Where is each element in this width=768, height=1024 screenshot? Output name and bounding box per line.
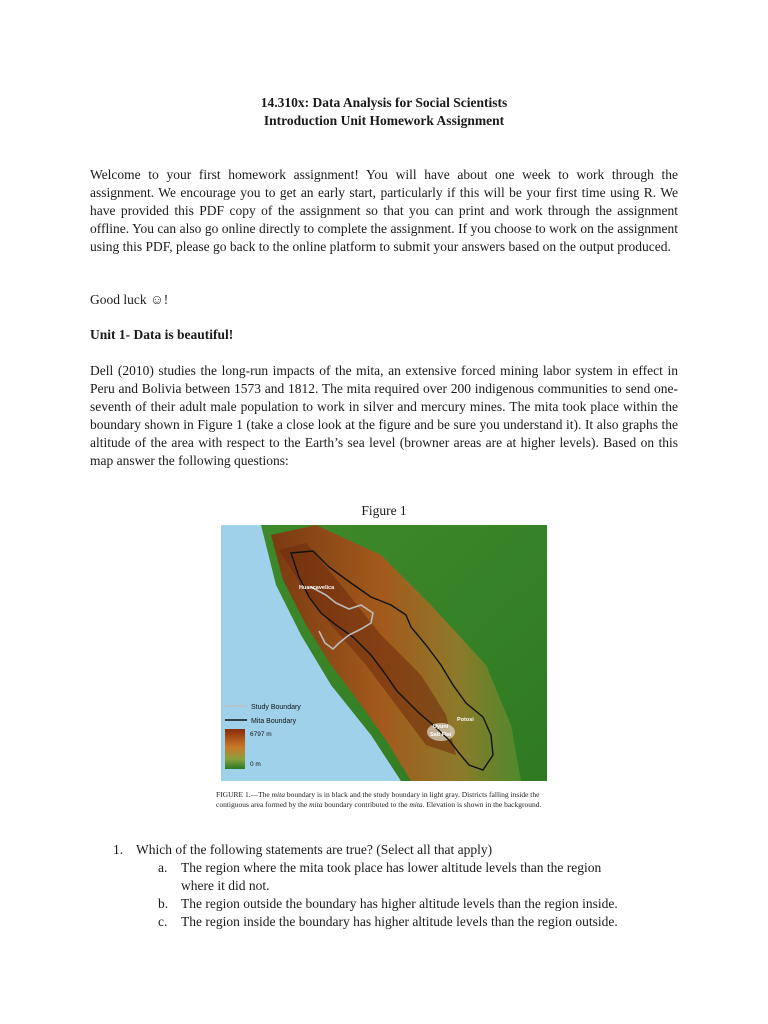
- caption-part: boundary contributed to the: [322, 800, 410, 809]
- caption-part: FIGURE 1.—The: [216, 790, 272, 799]
- label-salt-flat: Salt Flat: [430, 732, 452, 738]
- legend-max-label: 6797 m: [250, 731, 272, 738]
- option-c-text: The region inside the boundary has higher altitude levels than the region outside.: [181, 914, 618, 929]
- elevation-map: [221, 525, 547, 781]
- caption-italic: mita: [309, 800, 323, 809]
- label-huancavelica: Huancavelica: [299, 585, 335, 591]
- option-letter: c.: [158, 914, 168, 929]
- assignment-title: Introduction Unit Homework Assignment: [263, 113, 505, 128]
- option-a-line1: The region where the mita took place has lower altitude levels than the region: [181, 860, 602, 875]
- caption-italic: mita: [409, 800, 423, 809]
- option-b-text: The region outside the boundary has higher altitude levels than the region inside.: [181, 896, 618, 911]
- figure-title: Figure 1: [361, 503, 407, 518]
- legend-study-label: Study Boundary: [251, 704, 301, 711]
- label-potosi: Potosi: [457, 717, 474, 723]
- legend-min-label: 0 m: [250, 761, 261, 768]
- dell-paragraph: Dell (2010) studies the long-run impacts of the mita, an extensive forced mining labor system in effect in Peru and Bolivia between 1573 and 1812. The mita required over 200 indigenous communities to send one-seventh of their adult male population to work in silver and mercury mines. The mita took place within the boundary shown in Figure 1 (take a close look at the figure and be sure you understand it). It also graphs the altitude of the area with respect to the Earth’s sea level (browner areas are at higher levels). Based on this map answer the following questions:: [90, 363, 678, 468]
- legend-elevation-bar: [225, 729, 245, 769]
- unit-heading: Unit 1- Data is beautiful!: [90, 327, 234, 342]
- option-letter: a.: [158, 860, 168, 875]
- caption-part: boundary is in black and the study boundary in light gray. Districts falling inside the contiguous area formed by the: [216, 790, 540, 809]
- label-uyuni: Uyuni: [433, 724, 449, 730]
- good-luck-text: Good luck ☺!: [90, 292, 169, 307]
- caption-part: . Elevation is shown in the background.: [422, 800, 542, 809]
- intro-paragraph: Welcome to your first homework assignment! You will have about one week to work through the assignment. We encourage you to get an early start, particularly if this will be your first time using R. We have provided this PDF copy of the assignment so that you can print and work through the assignment offline. You can also go online directly to complete the assignment. If you choose to work on the assignment using this PDF, please go back to the online platform to submit your answers based on the output produced.: [90, 167, 678, 254]
- option-a-line2: where it did not.: [181, 878, 270, 893]
- figure-caption: [216, 790, 552, 810]
- legend-mita-label: Mita Boundary: [251, 718, 297, 725]
- caption-italic: mita: [271, 790, 285, 799]
- question-text: Which of the following statements are true? (Select all that apply): [136, 842, 493, 857]
- option-letter: b.: [158, 896, 169, 911]
- question-number: 1.: [113, 842, 124, 857]
- course-title: 14.310x: Data Analysis for Social Scientists: [260, 95, 508, 110]
